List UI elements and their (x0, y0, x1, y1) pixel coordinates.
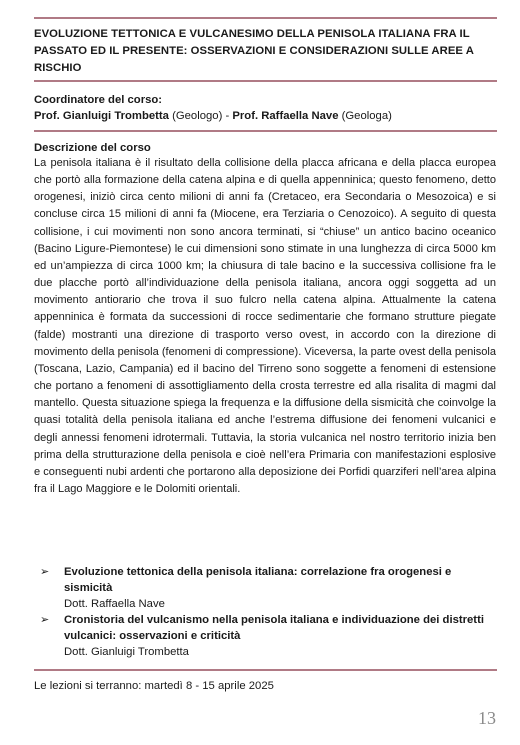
module-item (40, 564, 496, 612)
module-title: Cronistoria del vulcanismo nella penisola italiana e individuazione dei distretti vulcanici: osservazioni e criticità (64, 614, 484, 642)
arrow-bullet-icon: ➢ (40, 614, 50, 626)
title-bottom-rule (34, 80, 497, 82)
course-title: EVOLUZIONE TETTONICA E VULCANESIMO DELLA PENISOLA ITALIANA FRA IL PASSATO ED IL PRESENTE: OSSERVAZIONI E CONSIDERAZIONI SULLE AREE A RISCHIO (34, 28, 474, 74)
description-heading: Descrizione del corso (34, 142, 151, 154)
modules-bottom-rule (34, 669, 497, 671)
module-list (40, 564, 496, 660)
coordinator-bottom-rule (34, 130, 497, 132)
top-rule (34, 17, 497, 19)
coordinator-label: Coordinatore del corso: (34, 94, 163, 106)
coordinator-names (34, 108, 392, 124)
coordinator-role-1: (Geologo) - (168, 110, 233, 122)
module-teacher: Dott. Raffaella Nave (64, 598, 165, 610)
module-item (40, 612, 496, 660)
description-text: La penisola italiana è il risultato della collisione della placca africana e della placca europea che portò alla formazione della catena alpina e di quella appenninica; questo fenomeno, detto orogenesi, iniziò circa cento milioni di anni fa (Cretaceo, era Secondaria o Mesozoica) e si concluse circa 15 milioni di anni fa (Miocene, era Terziaria o Cenozoico). A seguito di questa collisione, i cui movimenti non sono ancora terminati, si “chiuse” un antico bacino oceanico (Bacino Ligure-Piemontese) le cui dimensioni sono stimate in una lunghezza di circa 5000 km ed un’ampiezza di circa 1000 km; la chiusura di tale bacino e la successiva collisione fra le due placche portò all’individuazione della penisola italiana, ancora oggi soggetta ad un movimento antiorario che trova il suo fulcro nella catena alpina. Attualmente la catena appenninica è formata da successioni di rocce sedimentarie che formano strutture piegate (falde) mostranti una direzione di trasporto verso ovest, in accordo con la direzione di movimento della penisola (fenomeni di compressione). Viceversa, la parte ovest della penisola (Toscana, Lazio, Campania) ed il bacino del Tirreno sono soggette a fenomeni di estensione che portano a fenomeni di assottigliamento della crosta terrestre ed alla risalita di magmi dal mantello. Questa situazione spiega la frequenza e la diffusione della sismicità che coinvolge la quasi totalità della penisola italiana ed anche l’estrema diffusione dei fenomeni vulcanici e degli annessi fenomeni idrotermali. Tuttavia, la storia vulcanica nel nostro territorio inizia ben prima della strutturazione della penisola e cioè nell’era Primaria con manifestazioni esplosive e conseguenti nubi ardenti che portarono alla deposizione dei Porfidi quarziferi nell’area alpina fra il Lago Maggiore e le Dolomiti orientali. (34, 157, 496, 495)
module-title: Evoluzione tettonica della penisola italiana: correlazione fra orogenesi e sismicità (64, 566, 452, 594)
page-number: 13 (478, 708, 496, 728)
coordinator-role-2: (Geologa) (338, 110, 392, 122)
arrow-bullet-icon: ➢ (40, 566, 50, 578)
module-teacher: Dott. Gianluigi Trombetta (64, 646, 189, 658)
schedule-note: Le lezioni si terranno: martedì 8 - 15 aprile 2025 (34, 680, 274, 692)
coordinator-name-2: Prof. Raffaella Nave (232, 110, 339, 122)
coordinator-name-1: Prof. Gianluigi Trombetta (34, 110, 169, 122)
